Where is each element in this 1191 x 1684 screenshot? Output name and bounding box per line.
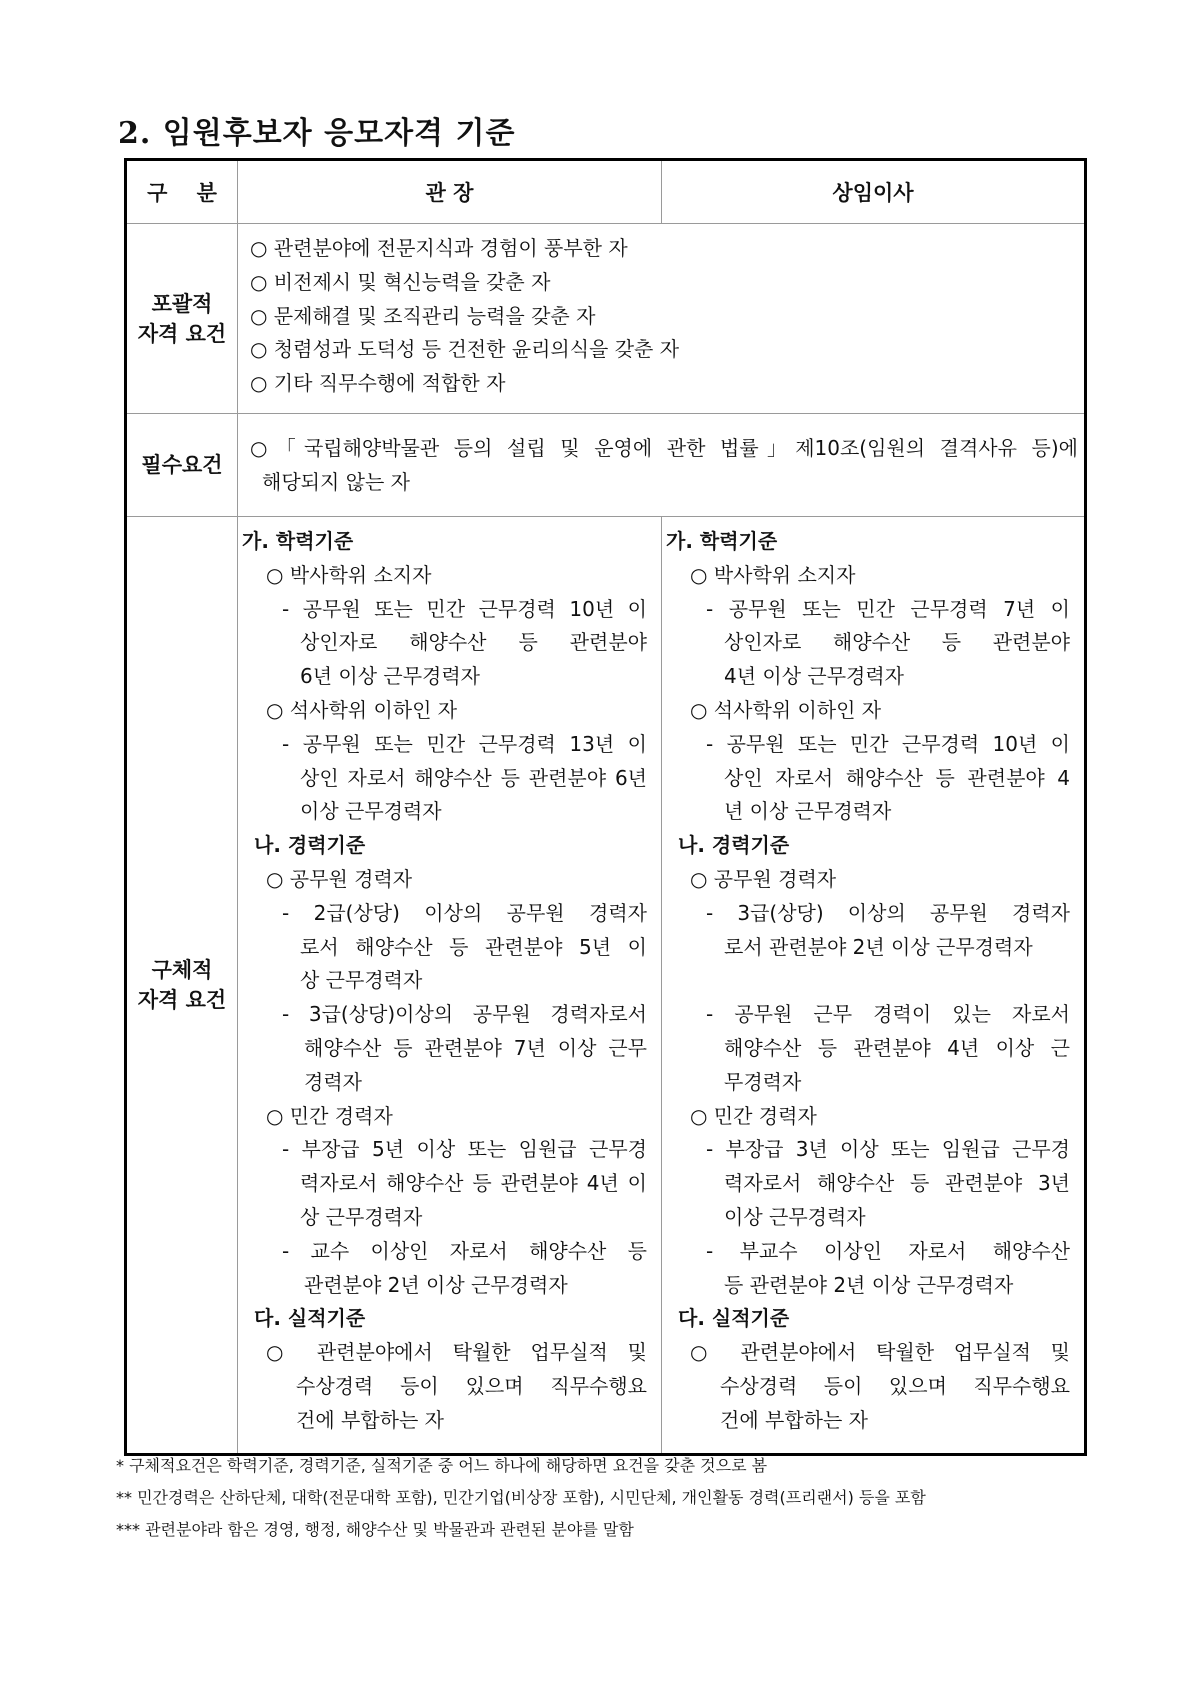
criteria-line: 로서 해양수산 등 관련분야 5년 이 bbox=[300, 934, 647, 959]
criteria-line: 해양수산 등 관련분야 7년 이상 근무 bbox=[304, 1035, 647, 1060]
criteria-line: ○ 박사학위 소지자 bbox=[690, 562, 856, 587]
footnote-3: *** 관련분야라 함은 경영, 행정, 해양수산 및 박물관과 관련된 분야를 말함 bbox=[116, 1520, 634, 1539]
criteria-line: ○ 관련분야에서 탁월한 업무실적 및 bbox=[690, 1340, 1070, 1365]
criteria-line: - 부장급 5년 이상 또는 임원급 근무경 bbox=[282, 1137, 647, 1162]
header-category: 구 분 bbox=[126, 160, 238, 224]
criteria-line: 년 이상 근무경력자 bbox=[724, 799, 892, 824]
general-requirement-line: ○ 관련분야에 전문지식과 경험이 풍부한 자 bbox=[250, 236, 628, 260]
section-title: 2. 임원후보자 응모자격 기준 bbox=[118, 116, 516, 151]
criteria-line: 력자로서 해양수산 등 관련분야 4년 이 bbox=[300, 1171, 647, 1196]
criteria-line: 관련분야 2년 이상 근무경력자 bbox=[304, 1272, 568, 1297]
criteria-line: 경력자 bbox=[304, 1069, 362, 1094]
header-director: 관 장 bbox=[238, 160, 662, 224]
criteria-heading: 가. 학력기준 bbox=[666, 529, 778, 553]
criteria-line: - 부장급 3년 이상 또는 임원급 근무경 bbox=[706, 1137, 1070, 1162]
criteria-line: - 공무원 또는 민간 근무경력 7년 이 bbox=[706, 596, 1070, 621]
criteria-line: 이상 근무경력자 bbox=[300, 799, 442, 824]
criteria-line: 수상경력 등이 있으며 직무수행요 bbox=[720, 1373, 1070, 1398]
criteria-line: ○ 석사학위 이하인 자 bbox=[690, 697, 882, 722]
criteria-line: 이상 근무경력자 bbox=[724, 1204, 866, 1229]
criteria-line: 상 근무경력자 bbox=[300, 968, 423, 993]
criteria-line: - 부교수 이상인 자로서 해양수산 bbox=[706, 1238, 1070, 1263]
criteria-line: 건에 부합하는 자 bbox=[296, 1407, 444, 1432]
criteria-line: 력자로서 해양수산 등 관련분야 3년 bbox=[724, 1171, 1070, 1196]
criteria-line: 상인자로 해양수산 등 관련분야 bbox=[300, 630, 647, 655]
criteria-heading: 다. 실적기준 bbox=[254, 1306, 366, 1331]
criteria-line: 건에 부합하는 자 bbox=[720, 1407, 868, 1432]
criteria-line: - 공무원 또는 민간 근무경력 10년 이 bbox=[282, 596, 647, 621]
criteria-line: 무경력자 bbox=[724, 1069, 802, 1094]
footnote-2: ** 민간경력은 산하단체, 대학(전문대학 포함), 민간기업(비상장 포함), 시민단체, 개인활동 경력(프리랜서) 등을 포함 bbox=[116, 1488, 926, 1507]
criteria-line: ○ 공무원 경력자 bbox=[690, 866, 837, 891]
criteria-line: 해양수산 등 관련분야 4년 이상 근 bbox=[724, 1035, 1070, 1060]
criteria-line: 4년 이상 근무경력자 bbox=[724, 664, 904, 689]
general-requirements-content bbox=[238, 224, 1086, 414]
criteria-line: - 교수 이상인 자로서 해양수산 등 bbox=[282, 1238, 647, 1263]
eligibility-criteria-table bbox=[124, 158, 1087, 1456]
required-conditions-content bbox=[238, 414, 1086, 517]
general-requirements-label: 포괄적 자격 요건 bbox=[126, 224, 238, 414]
criteria-line: - 공무원 또는 민간 근무경력 13년 이 bbox=[282, 731, 647, 756]
general-requirement-line: ○ 청렴성과 도덕성 등 건전한 윤리의식을 갖춘 자 bbox=[250, 337, 680, 362]
criteria-line: 상인 자로서 해양수산 등 관련분야 4 bbox=[724, 765, 1070, 790]
criteria-line: - 2급(상당) 이상의 공무원 경력자 bbox=[282, 900, 647, 925]
general-requirement-line: ○ 기타 직무수행에 적합한 자 bbox=[250, 371, 506, 396]
criteria-line: ○ 석사학위 이하인 자 bbox=[266, 697, 458, 722]
required-line: 해당되지 않는 자 bbox=[262, 470, 410, 494]
director-requirements-column bbox=[238, 517, 662, 1455]
criteria-line bbox=[666, 964, 1070, 998]
general-requirement-line: ○ 비전제시 및 혁신능력을 갖춘 자 bbox=[250, 269, 551, 294]
criteria-line: - 공무원 또는 민간 근무경력 10년 이 bbox=[706, 731, 1070, 756]
criteria-heading: 나. 경력기준 bbox=[254, 833, 366, 858]
required-line: ○「국립해양박물관 등의 설립 및 운영에 관한 법률」제10조(임원의 결격사유 등)에 bbox=[250, 436, 1078, 460]
criteria-line: 수상경력 등이 있으며 직무수행요 bbox=[296, 1373, 647, 1398]
criteria-line: 등 관련분야 2년 이상 근무경력자 bbox=[724, 1272, 1014, 1297]
header-standing-director: 상임이사 bbox=[662, 160, 1086, 224]
general-requirement-line: ○ 문제해결 및 조직관리 능력을 갖춘 자 bbox=[250, 303, 596, 328]
criteria-line: 상인 자로서 해양수산 등 관련분야 6년 bbox=[300, 765, 647, 790]
criteria-heading: 가. 학력기준 bbox=[242, 529, 354, 553]
criteria-line: 상 근무경력자 bbox=[300, 1204, 423, 1229]
row-general-requirements bbox=[126, 224, 1086, 414]
criteria-line: - 3급(상당)이상의 공무원 경력자로서 bbox=[282, 1002, 647, 1027]
table-header-row bbox=[126, 160, 1086, 224]
criteria-line: - 공무원 근무 경력이 있는 자로서 bbox=[706, 1002, 1070, 1027]
footnote-1: * 구체적요건은 학력기준, 경력기준, 실적기준 중 어느 하나에 해당하면 요건을 갖춘 것으로 봄 bbox=[116, 1456, 768, 1475]
criteria-line: - 3급(상당) 이상의 공무원 경력자 bbox=[706, 900, 1070, 925]
criteria-heading: 다. 실적기준 bbox=[678, 1306, 790, 1331]
standing-director-requirements-column bbox=[662, 517, 1086, 1455]
criteria-line: ○ 박사학위 소지자 bbox=[266, 562, 432, 587]
criteria-heading: 나. 경력기준 bbox=[678, 833, 790, 858]
criteria-line: 상인자로 해양수산 등 관련분야 bbox=[724, 630, 1070, 655]
criteria-line: 로서 관련분야 2년 이상 근무경력자 bbox=[724, 934, 1033, 959]
required-conditions-label: 필수요건 bbox=[126, 414, 238, 517]
specific-requirements-label: 구체적 자격 요건 bbox=[126, 517, 238, 1455]
row-specific-requirements bbox=[126, 517, 1086, 1455]
criteria-line: ○ 민간 경력자 bbox=[266, 1103, 393, 1128]
criteria-line: ○ 민간 경력자 bbox=[690, 1103, 817, 1128]
criteria-line: ○ 관련분야에서 탁월한 업무실적 및 bbox=[266, 1340, 647, 1365]
criteria-line: ○ 공무원 경력자 bbox=[266, 866, 413, 891]
row-required-conditions bbox=[126, 414, 1086, 517]
criteria-line: 6년 이상 근무경력자 bbox=[300, 664, 480, 689]
footnotes bbox=[116, 1450, 926, 1546]
